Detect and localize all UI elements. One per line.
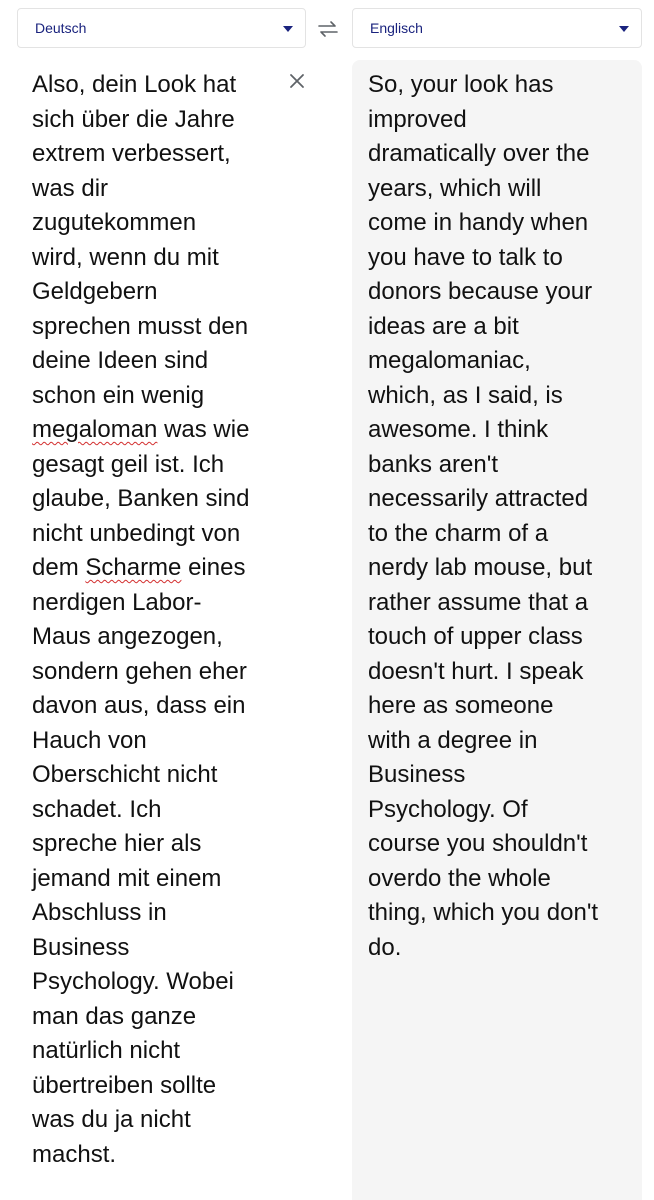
translation-line: to the charm of a <box>368 519 549 547</box>
translation-line: ideas are a bit <box>368 312 519 340</box>
translation-line: here as someone <box>368 692 554 719</box>
target-language-select[interactable] <box>352 8 642 48</box>
translation-line: course you shouldn't <box>368 830 588 857</box>
translation-line: banks aren't <box>368 450 498 478</box>
translation-line: do. <box>368 933 402 961</box>
source-line: schon ein wenig <box>32 381 205 409</box>
source-line: sondern gehen eher <box>32 657 247 685</box>
chevron-down-icon <box>283 26 293 32</box>
source-line: Geldgebern <box>32 278 158 305</box>
translation-panel <box>352 60 642 1200</box>
translation-line: touch of upper class <box>368 623 583 650</box>
source-line: megaloman was wie <box>32 416 250 443</box>
source-line: gesagt geil ist. Ich <box>32 450 225 478</box>
translation-line: donors because your <box>368 278 593 305</box>
translation-line: you have to talk to <box>368 243 563 271</box>
source-line: deine Ideen sind <box>32 347 209 374</box>
translation-output <box>368 68 630 965</box>
source-line: machst. <box>32 1140 117 1168</box>
translation-line: overdo the whole <box>368 864 551 892</box>
source-line: Oberschicht nicht <box>32 761 218 788</box>
source-line: zugutekommen <box>32 209 197 236</box>
translation-line: with a degree in <box>368 726 538 754</box>
source-line: wird, wenn du mit <box>32 243 219 271</box>
source-line: extrem verbessert, <box>32 140 231 167</box>
source-line: spreche hier als <box>32 830 202 857</box>
source-language-label: Deutsch <box>35 20 87 36</box>
translation-line: awesome. I think <box>368 416 549 443</box>
source-line: Psychology. Wobei <box>32 968 234 995</box>
chevron-down-icon <box>619 26 629 32</box>
source-line: glaube, Banken sind <box>32 485 250 512</box>
source-line: Also, dein Look hat <box>32 71 237 98</box>
translation-line: come in handy when <box>368 209 589 236</box>
source-line: nerdigen Labor- <box>32 588 202 616</box>
source-text-input[interactable] <box>32 68 284 1172</box>
source-line: natürlich nicht <box>32 1037 181 1064</box>
misspelled-word[interactable]: Scharme <box>85 554 182 581</box>
translation-line: thing, which you don't <box>368 899 599 926</box>
translation-line: nerdy lab mouse, but <box>368 554 593 581</box>
source-line: nicht unbedingt von <box>32 519 241 547</box>
language-bar <box>0 0 654 60</box>
translation-line: Business <box>368 761 466 788</box>
translation-line: Psychology. Of <box>368 795 528 823</box>
source-language-select[interactable] <box>17 8 306 48</box>
source-line: davon aus, dass ein <box>32 692 246 719</box>
source-line: Abschluss in <box>32 899 167 926</box>
source-line: sich über die Jahre <box>32 105 235 133</box>
source-line: was dir <box>32 174 109 202</box>
translation-line: necessarily attracted <box>368 485 589 512</box>
translation-line: So, your look has <box>368 71 554 98</box>
source-line: Business <box>32 933 130 961</box>
source-line: dem Scharme eines <box>32 554 246 581</box>
target-language-label: Englisch <box>370 20 423 36</box>
source-line: man das ganze <box>32 1002 197 1030</box>
translation-line: dramatically over the <box>368 140 590 167</box>
translation-line: which, as I said, is <box>368 381 563 409</box>
source-line: was du ja nicht <box>32 1106 191 1133</box>
source-line: schadet. Ich <box>32 795 162 823</box>
translation-line: rather assume that a <box>368 588 589 616</box>
source-line: übertreiben sollte <box>32 1071 217 1099</box>
source-line: jemand mit einem <box>32 864 222 892</box>
translation-line: years, which will <box>368 174 542 202</box>
translation-line: megalomaniac, <box>368 347 531 374</box>
swap-languages-icon[interactable] <box>316 19 340 39</box>
translation-line: doesn't hurt. I speak <box>368 657 584 685</box>
source-line: Hauch von <box>32 726 147 754</box>
source-line: sprechen musst den <box>32 312 249 340</box>
close-icon[interactable] <box>286 70 308 92</box>
translation-line: improved <box>368 105 467 133</box>
source-line: Maus angezogen, <box>32 623 223 650</box>
misspelled-word[interactable]: megaloman <box>32 416 158 443</box>
